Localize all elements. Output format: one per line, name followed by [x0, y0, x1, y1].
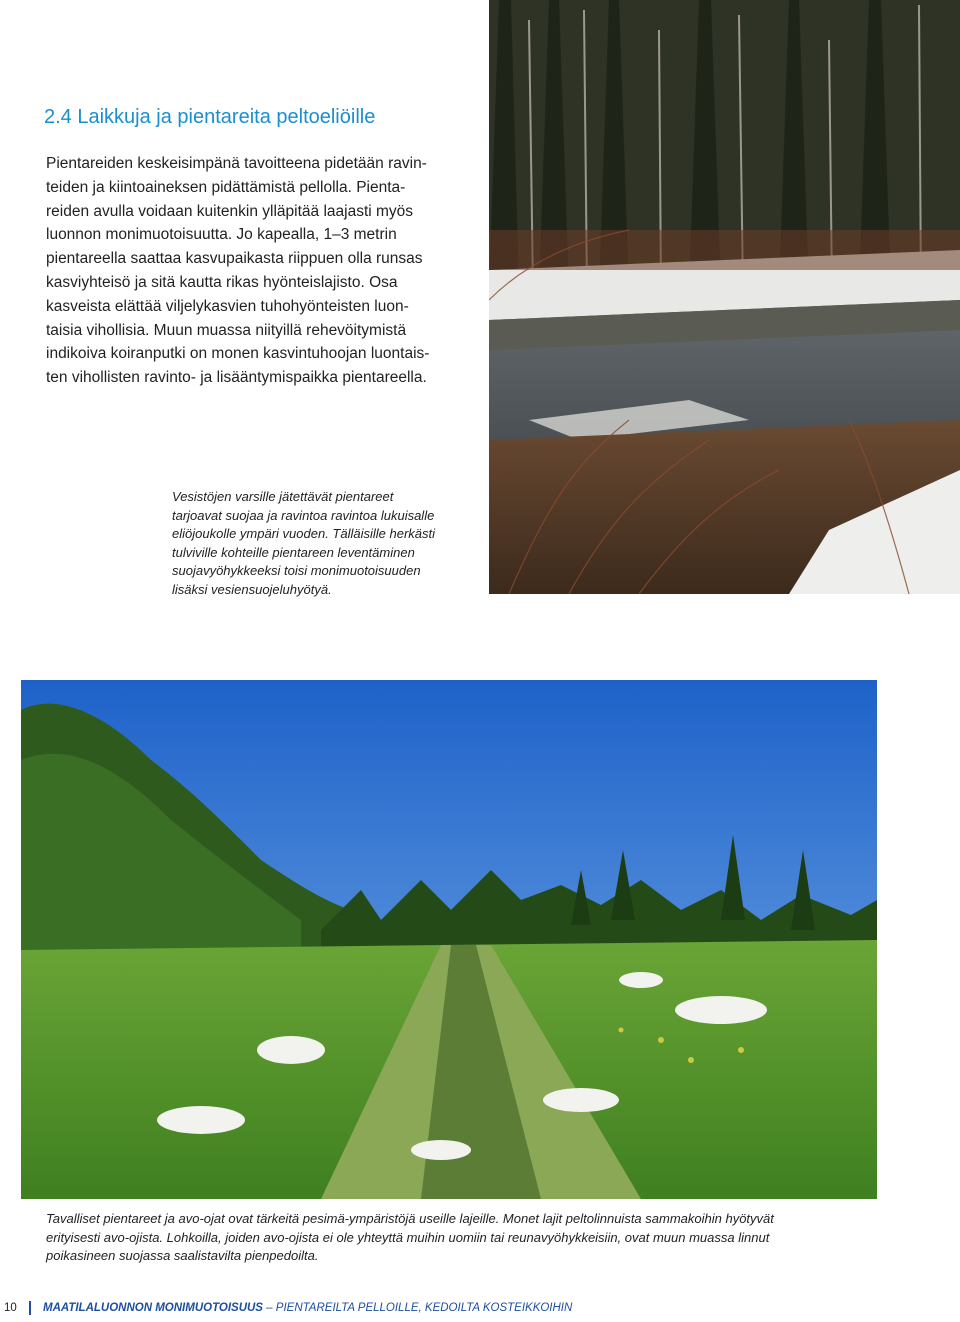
- paragraph-line: reiden avulla voidaan kuitenkin ylläpitää laajasti myös: [46, 202, 414, 220]
- paragraph-line: teiden ja kiintoaineksen pidättämistä pellolla. Pienta-: [46, 178, 406, 196]
- publication-name: MAATILALUONNON MONIMUOTOISUUS: [43, 1302, 263, 1314]
- river-caption: [172, 488, 472, 599]
- caption-line: poikasineen suojassa saalistavilta pienpedoilta.: [46, 1248, 319, 1264]
- field-photo: [21, 680, 877, 1199]
- paragraph-line: Pientareiden keskeisimpänä tavoitteena pidetään ravin-: [46, 155, 427, 172]
- paragraph-line: taisia vihollisia. Muun muassa niityillä rehevöitymistä: [46, 321, 407, 339]
- caption-line: tarjoavat suojaa ja ravintoa ravintoa lukuisalle: [172, 507, 435, 523]
- field-caption: [46, 1210, 866, 1266]
- caption-line: suojavyöhykkeeksi toisi monimuotoisuuden: [172, 563, 421, 578]
- caption-line: tulviville kohteille pientareen leventäminen: [172, 544, 415, 560]
- paragraph-line: indikoiva koiranputki on monen kasvintuhoojan luontais-: [46, 345, 430, 363]
- paragraph-line: pientareella saattaa kasvupaikasta riippuen olla runsas: [46, 250, 423, 268]
- footer-title: [43, 1298, 572, 1318]
- footer-divider: [29, 1301, 31, 1315]
- body-paragraph: [46, 152, 438, 390]
- section-heading: 2.4 Laikkuja ja pientareita peltoeliöille: [44, 106, 376, 128]
- caption-line: Vesistöjen varsille jätettävät pientareet: [172, 489, 394, 504]
- paragraph-line: ten vihollisten ravinto- ja lisääntymispaikka pientareella.: [46, 369, 427, 387]
- paragraph-line: kasveista elättää viljelykasvien tuhohyönteisten luon-: [46, 297, 409, 315]
- page-number: 10: [4, 1302, 17, 1314]
- footer-separator: –: [262, 1302, 276, 1314]
- caption-line: lisäksi vesiensuojeluhyötyä.: [172, 581, 332, 597]
- paragraph-line: luonnon monimuotoisuutta. Jo kapealla, 1–3 metrin: [46, 226, 397, 244]
- paragraph-line: kasviyhteisö ja sitä kautta rikas hyönteislajisto. Osa: [46, 273, 398, 291]
- page-footer: [0, 1298, 960, 1318]
- caption-line: Tavalliset pientareet ja avo-ojat ovat tärkeitä pesimä-ympäristöjä useille lajeille. Monet lajit peltolinnuista sammakoihin hyötyvät: [46, 1211, 774, 1226]
- publication-subtitle: PIENTAREILTA PELLOILLE, KEDOILTA KOSTEIKKOIHIN: [275, 1302, 573, 1314]
- caption-line: eliöjoukolle ympäri vuoden. Tälläisille herkästi: [172, 526, 436, 541]
- river-photo: [489, 0, 960, 594]
- caption-line: erityisesti avo-ojista. Lohkoilla, joiden avo-ojista ei ole yhteyttä muihin uomiin tai reunavyöhykkeisiin, ovat muun muassa linnut: [46, 1229, 770, 1245]
